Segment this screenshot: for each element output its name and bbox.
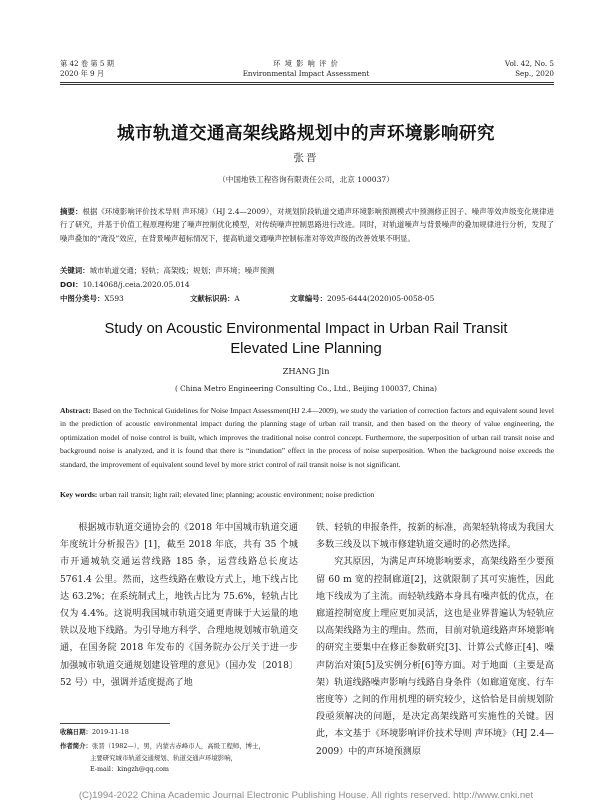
keywords-cn-label: 关键词：: [60, 266, 90, 275]
paper-title-en-line2: Elevated Line Planning: [230, 340, 382, 357]
doi-line: [60, 278, 554, 291]
abstract-cn: [60, 205, 554, 245]
author-bio-label: 作者简介：: [60, 742, 92, 750]
author-bio-line2: 主要研究城市轨道交通规划、轨道交通声环境影响，: [90, 753, 237, 762]
journal-name-en: Environmental Impact Assessment: [242, 69, 370, 78]
keywords-cn: [60, 264, 554, 277]
journal-volume-en: [505, 59, 554, 79]
abstract-cn-text: 根据《环境影响评价技术导则 声环境》（HJ 2.4—2009），对规划阶段轨道交通声环境影响预测模式中预测修正因子、噪声等效声级变化规律进行了研究，并基于价值工程原理构建了噪声控制优化模型，对传统噪声控制思路进行改进。同时，对轨道噪声与背景噪声的叠加规律进行分析，发现了噪声叠加的“淹没”效应，在背景噪声超标情况下，提高轨道交通噪声控制标准对等效声级的改善效果不明显。: [60, 207, 554, 243]
author-name-en: ZHANG Jin: [282, 366, 330, 376]
volume-en-text: Vol. 42, No. 5: [504, 59, 554, 68]
keywords-cn-text: 城市轨道交通；轻轨；高架线；规划；声环境；噪声预测: [89, 266, 275, 275]
affiliation-en: ( China Metro Engineering Consulting Co., Ltd., Beijing 100037, China): [175, 384, 437, 393]
abstract-cn-label: 摘要：: [60, 207, 83, 216]
volume-issue-text: 第 42 卷 第 5 期: [60, 59, 114, 68]
header-rule-bottom: [60, 84, 554, 85]
body-paragraph: 铁、轻轨的申报条件，按新的标准，高架轻轨将成为我国大多数三线及以下城市修建轨道交通时的必然选择。: [316, 523, 554, 551]
copyright-footer: (C)1994-2022 China Academic Journal Electronic Publishing House. All rights reserved. http://www.cnki.net: [78, 790, 534, 801]
body-column-right: [316, 520, 554, 761]
abstract-en-label: Abstract:: [60, 406, 91, 415]
paper-title-en: [0, 320, 612, 359]
classification-row: [60, 293, 554, 304]
body-paragraph: 究其原因，为满足声环境影响要求，高架线路至少要预留 60 m 宽的控制廊道[2]，这就限制了其可实施性，因此地下线成为了主流。而轻轨线路本身具有噪声低的优点，在廊道控制宽度上理应更加灵活，这也是业界普遍认为轻轨应以高架线路为主的理由。然而，目前对轨道线路声环境影响的研究主要集中在修正参数研究[3]、计算公式修正[4]、噪声防治对策[5]及实例分析[6]等方面。对于地面（主要是高架）轨道线路噪声影响与线路自身条件（如廊道宽度、行车密度等）之间的作用机理的研究较少，这恰恰是目前规划阶段亟须解决的问题，是决定高架线路可实施性的关键。因此，本文基于《环境影响评价技术导则 声环境》（HJ 2.4—2009）中的声环境预测原: [316, 557, 554, 757]
abstract-en: [60, 404, 554, 471]
doc-code-label: 文献标识码：: [190, 294, 235, 303]
author-email: E-mail：kingzh@qq.com: [90, 765, 169, 773]
footnote-rule: [60, 723, 170, 724]
keywords-en-text: urban rail transit; light rail; elevated line; planning; acoustic environment; noise prediction: [97, 490, 375, 499]
received-label: 收稿日期：: [60, 728, 92, 736]
doi-label: DOI：: [60, 280, 83, 289]
doc-code-value: A: [234, 294, 240, 303]
affiliation-cn: （中国地铁工程咨询有限责任公司，北京 100037）: [218, 175, 394, 184]
body-column-left: [60, 520, 298, 692]
footnote-author: [60, 741, 298, 776]
keywords-en-label: Key words:: [60, 490, 98, 499]
article-number-value: 2095-6444(2020)05-0058-05: [326, 294, 435, 303]
issue-date-en: Sep., 2020: [515, 69, 554, 78]
clc-value: X593: [104, 294, 124, 303]
footnote-received: [60, 727, 298, 739]
doc-code-field: [190, 293, 290, 304]
paper-title-cn: 城市轨道交通高架线路规划中的声环境影响研究: [117, 124, 495, 144]
clc-field: [60, 293, 190, 304]
header-rule-top: [60, 82, 554, 83]
doi-value: 10.14068/j.ceia.2020.05.014: [82, 280, 190, 289]
received-date: 2019-11-18: [91, 728, 129, 736]
abstract-en-text: Based on the Technical Guidelines for Noise Impact Assessment(HJ 2.4—2009), we study the variation of correction factors and equivalent sound level in the prediction of acoustic environmental impact during the planning stage of urban rail transit, and then based on the theory of value engineering, the optimization model of noise control is built, which improves the traditional noise control concept. Furthermore, the superposition of urban rail transit noise and background noise is analyzed, and it is found that there is “inundation” effect in the process of noise superposition. When the background noise exceeds the standard, the improvement of equivalent sound level by more strict control of rail transit noise is not significant.: [60, 406, 554, 469]
body-paragraph: 根据城市轨道交通协会的《2018 年中国城市轨道交通年度统计分析报告》[1]，截至 2018 年底，共有 35 个城市开通城轨交通运营线路 185 条，运营线路总长度达 5761.4 公里。然而，这些线路在敷设方式上，地下线占比达 63.2%；在系统制式上，地铁占比为 75.6%，轻轨占比仅为 4.4%。这说明我国城市轨道交通更青睐于大运量的地铁以及地下线路。为引导地方科学、合理地规划城市轨道交通，在国务院 2018 年发布的《国务院办公厅关于进一步加强城市轨道交通规划建设管理的意见》（国办发〔2018〕52 号）中，强调并适度提高了地: [60, 523, 298, 688]
keywords-en: [60, 489, 554, 500]
paper-title-en-line1: Study on Acoustic Environmental Impact in Urban Rail Transit: [104, 321, 508, 337]
author-bio-line1: 张晋（1982—），男，内蒙古赤峰市人，高级工程师，博士，: [91, 742, 265, 750]
issue-date-cn: 2020 年 9 月: [60, 69, 105, 78]
journal-name-cn: 环 境 影 响 评 价: [273, 59, 339, 68]
article-number-field: [290, 293, 434, 304]
clc-label: 中图分类号：: [60, 294, 105, 303]
author-name-cn: 张晋: [293, 152, 319, 164]
article-number-label: 文章编号：: [290, 294, 327, 303]
